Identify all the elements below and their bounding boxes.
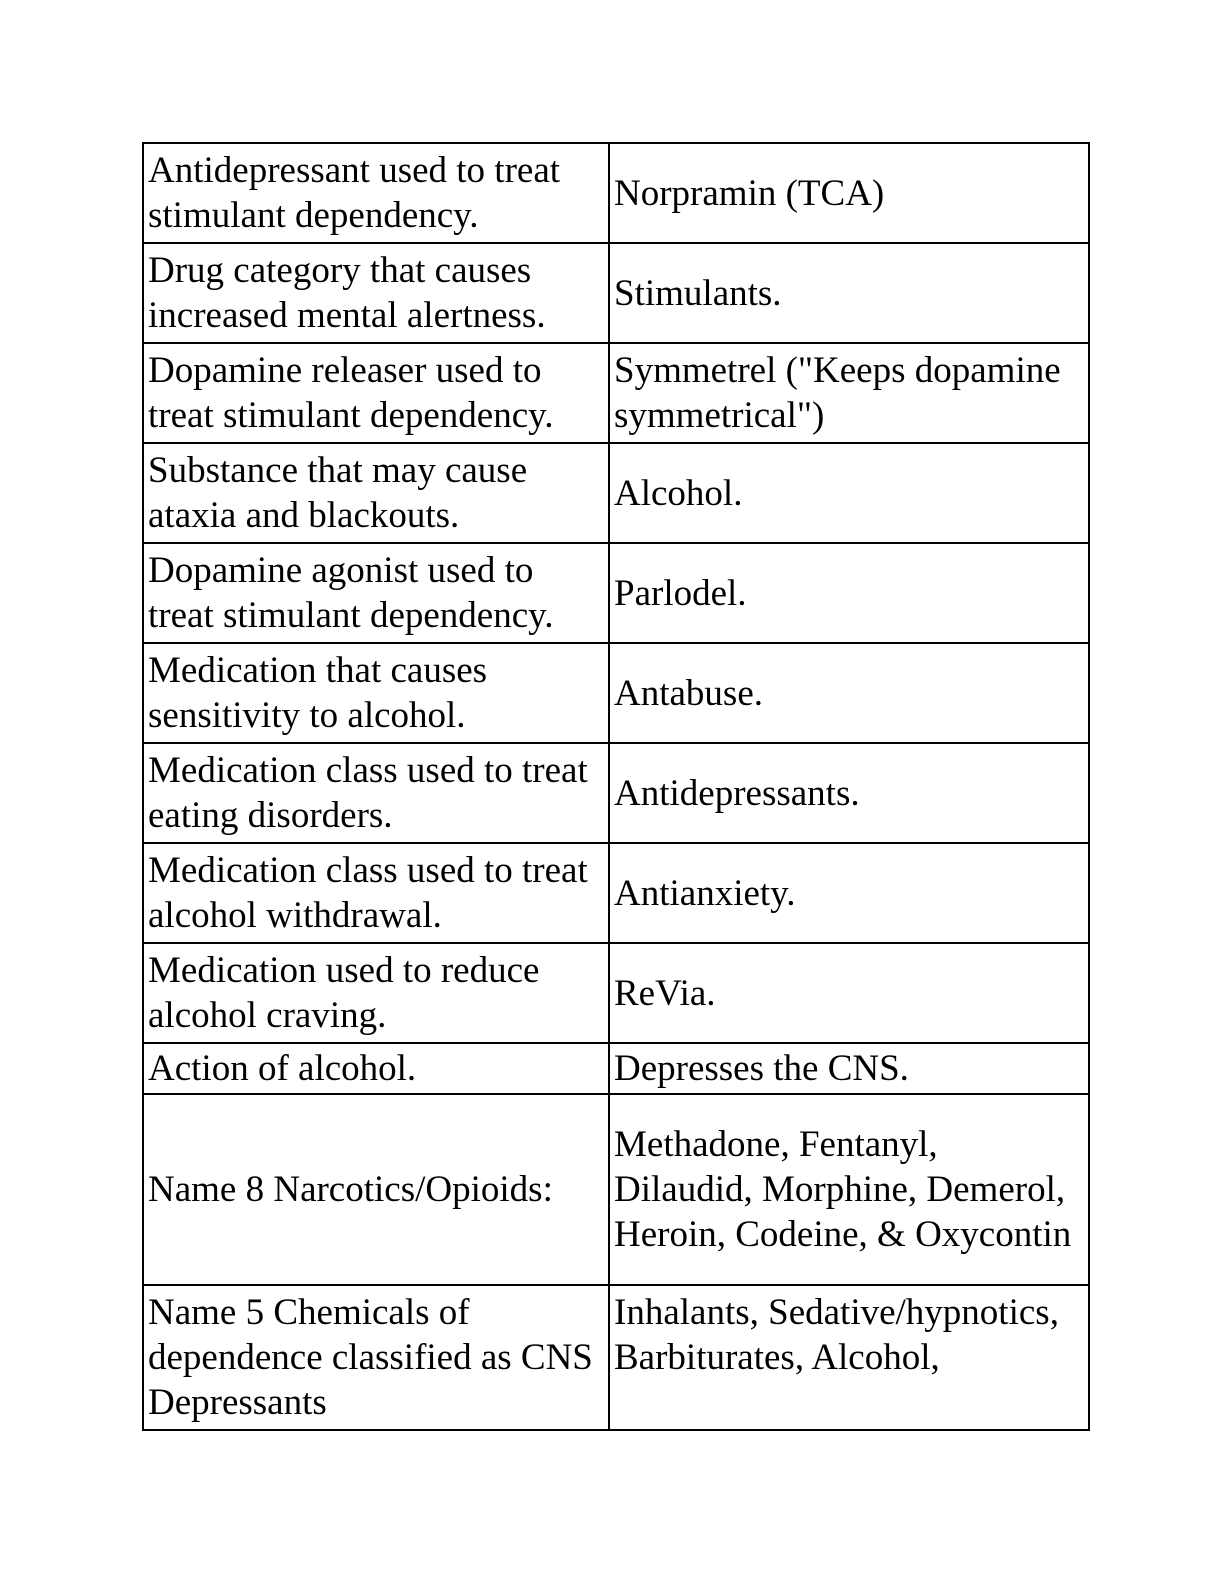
question-text: Dopamine agonist used to treat stimulant dependency.: [148, 550, 554, 636]
table-row: [143, 1285, 1089, 1430]
question-text: Medication that causes sensitivity to alcohol.: [148, 650, 488, 736]
answer-text: Stimulants.: [614, 272, 782, 314]
answer-cell: [609, 443, 1089, 543]
question-text: Substance that may cause ataxia and blackouts.: [148, 450, 528, 536]
question-text: Drug category that causes increased mental alertness.: [148, 250, 546, 336]
table-row: [143, 443, 1089, 543]
table-row: [143, 243, 1089, 343]
answer-cell: [609, 1043, 1089, 1094]
table-row: [143, 543, 1089, 643]
answer-cell: [609, 243, 1089, 343]
table-row: [143, 943, 1089, 1043]
table-row: [143, 743, 1089, 843]
answer-text: Antianxiety.: [614, 872, 796, 914]
question-cell: [143, 843, 609, 943]
answer-text: Depresses the CNS.: [614, 1048, 909, 1089]
question-text: Antidepressant used to treat stimulant dependency.: [148, 150, 561, 236]
answer-cell: [609, 1094, 1089, 1285]
answer-text: Symmetrel ("Keeps dopamine symmetrical"): [614, 350, 1061, 436]
answer-cell: [609, 543, 1089, 643]
question-cell: [143, 643, 609, 743]
question-text: Dopamine releaser used to treat stimulant dependency.: [148, 350, 554, 436]
question-cell: [143, 1094, 609, 1285]
question-cell: [143, 143, 609, 243]
answer-cell: [609, 843, 1089, 943]
answer-cell: [609, 743, 1089, 843]
question-cell: [143, 1043, 609, 1094]
question-cell: [143, 343, 609, 443]
answer-cell: [609, 343, 1089, 443]
answer-text: Antidepressants.: [614, 772, 860, 814]
answer-text: Parlodel.: [614, 572, 747, 614]
answer-text: Antabuse.: [614, 672, 763, 714]
question-text: Name 5 Chemicals of dependence classified as CNS Depressants: [148, 1292, 593, 1423]
table-row: [143, 643, 1089, 743]
question-cell: [143, 1285, 609, 1430]
answer-cell: [609, 943, 1089, 1043]
answer-text: Norpramin (TCA): [614, 172, 885, 214]
question-text: Name 8 Narcotics/Opioids:: [148, 1169, 553, 1210]
answer-cell: [609, 1285, 1089, 1430]
question-cell: [143, 743, 609, 843]
answer-cell: [609, 143, 1089, 243]
table-row: [143, 1043, 1089, 1094]
question-text: Action of alcohol.: [148, 1048, 417, 1089]
answer-text: Alcohol.: [614, 472, 743, 514]
table-row: [143, 343, 1089, 443]
answer-text: ReVia.: [614, 972, 716, 1014]
question-cell: [143, 543, 609, 643]
question-text: Medication class used to treat eating disorders.: [148, 750, 588, 836]
table-row: [143, 143, 1089, 243]
question-text: Medication class used to treat alcohol withdrawal.: [148, 850, 588, 936]
table-row: [143, 1094, 1089, 1285]
question-cell: [143, 943, 609, 1043]
question-cell: [143, 443, 609, 543]
table-row: [143, 843, 1089, 943]
flashcard-table: [142, 142, 1090, 1431]
answer-text: Inhalants, Sedative/hypnotics, Barbiturates, Alcohol,: [614, 1292, 1059, 1378]
answer-text: Methadone, Fentanyl, Dilaudid, Morphine, Demerol, Heroin, Codeine, & Oxycontin: [614, 1124, 1072, 1255]
answer-cell: [609, 643, 1089, 743]
question-text: Medication used to reduce alcohol craving.: [148, 950, 540, 1036]
question-cell: [143, 243, 609, 343]
